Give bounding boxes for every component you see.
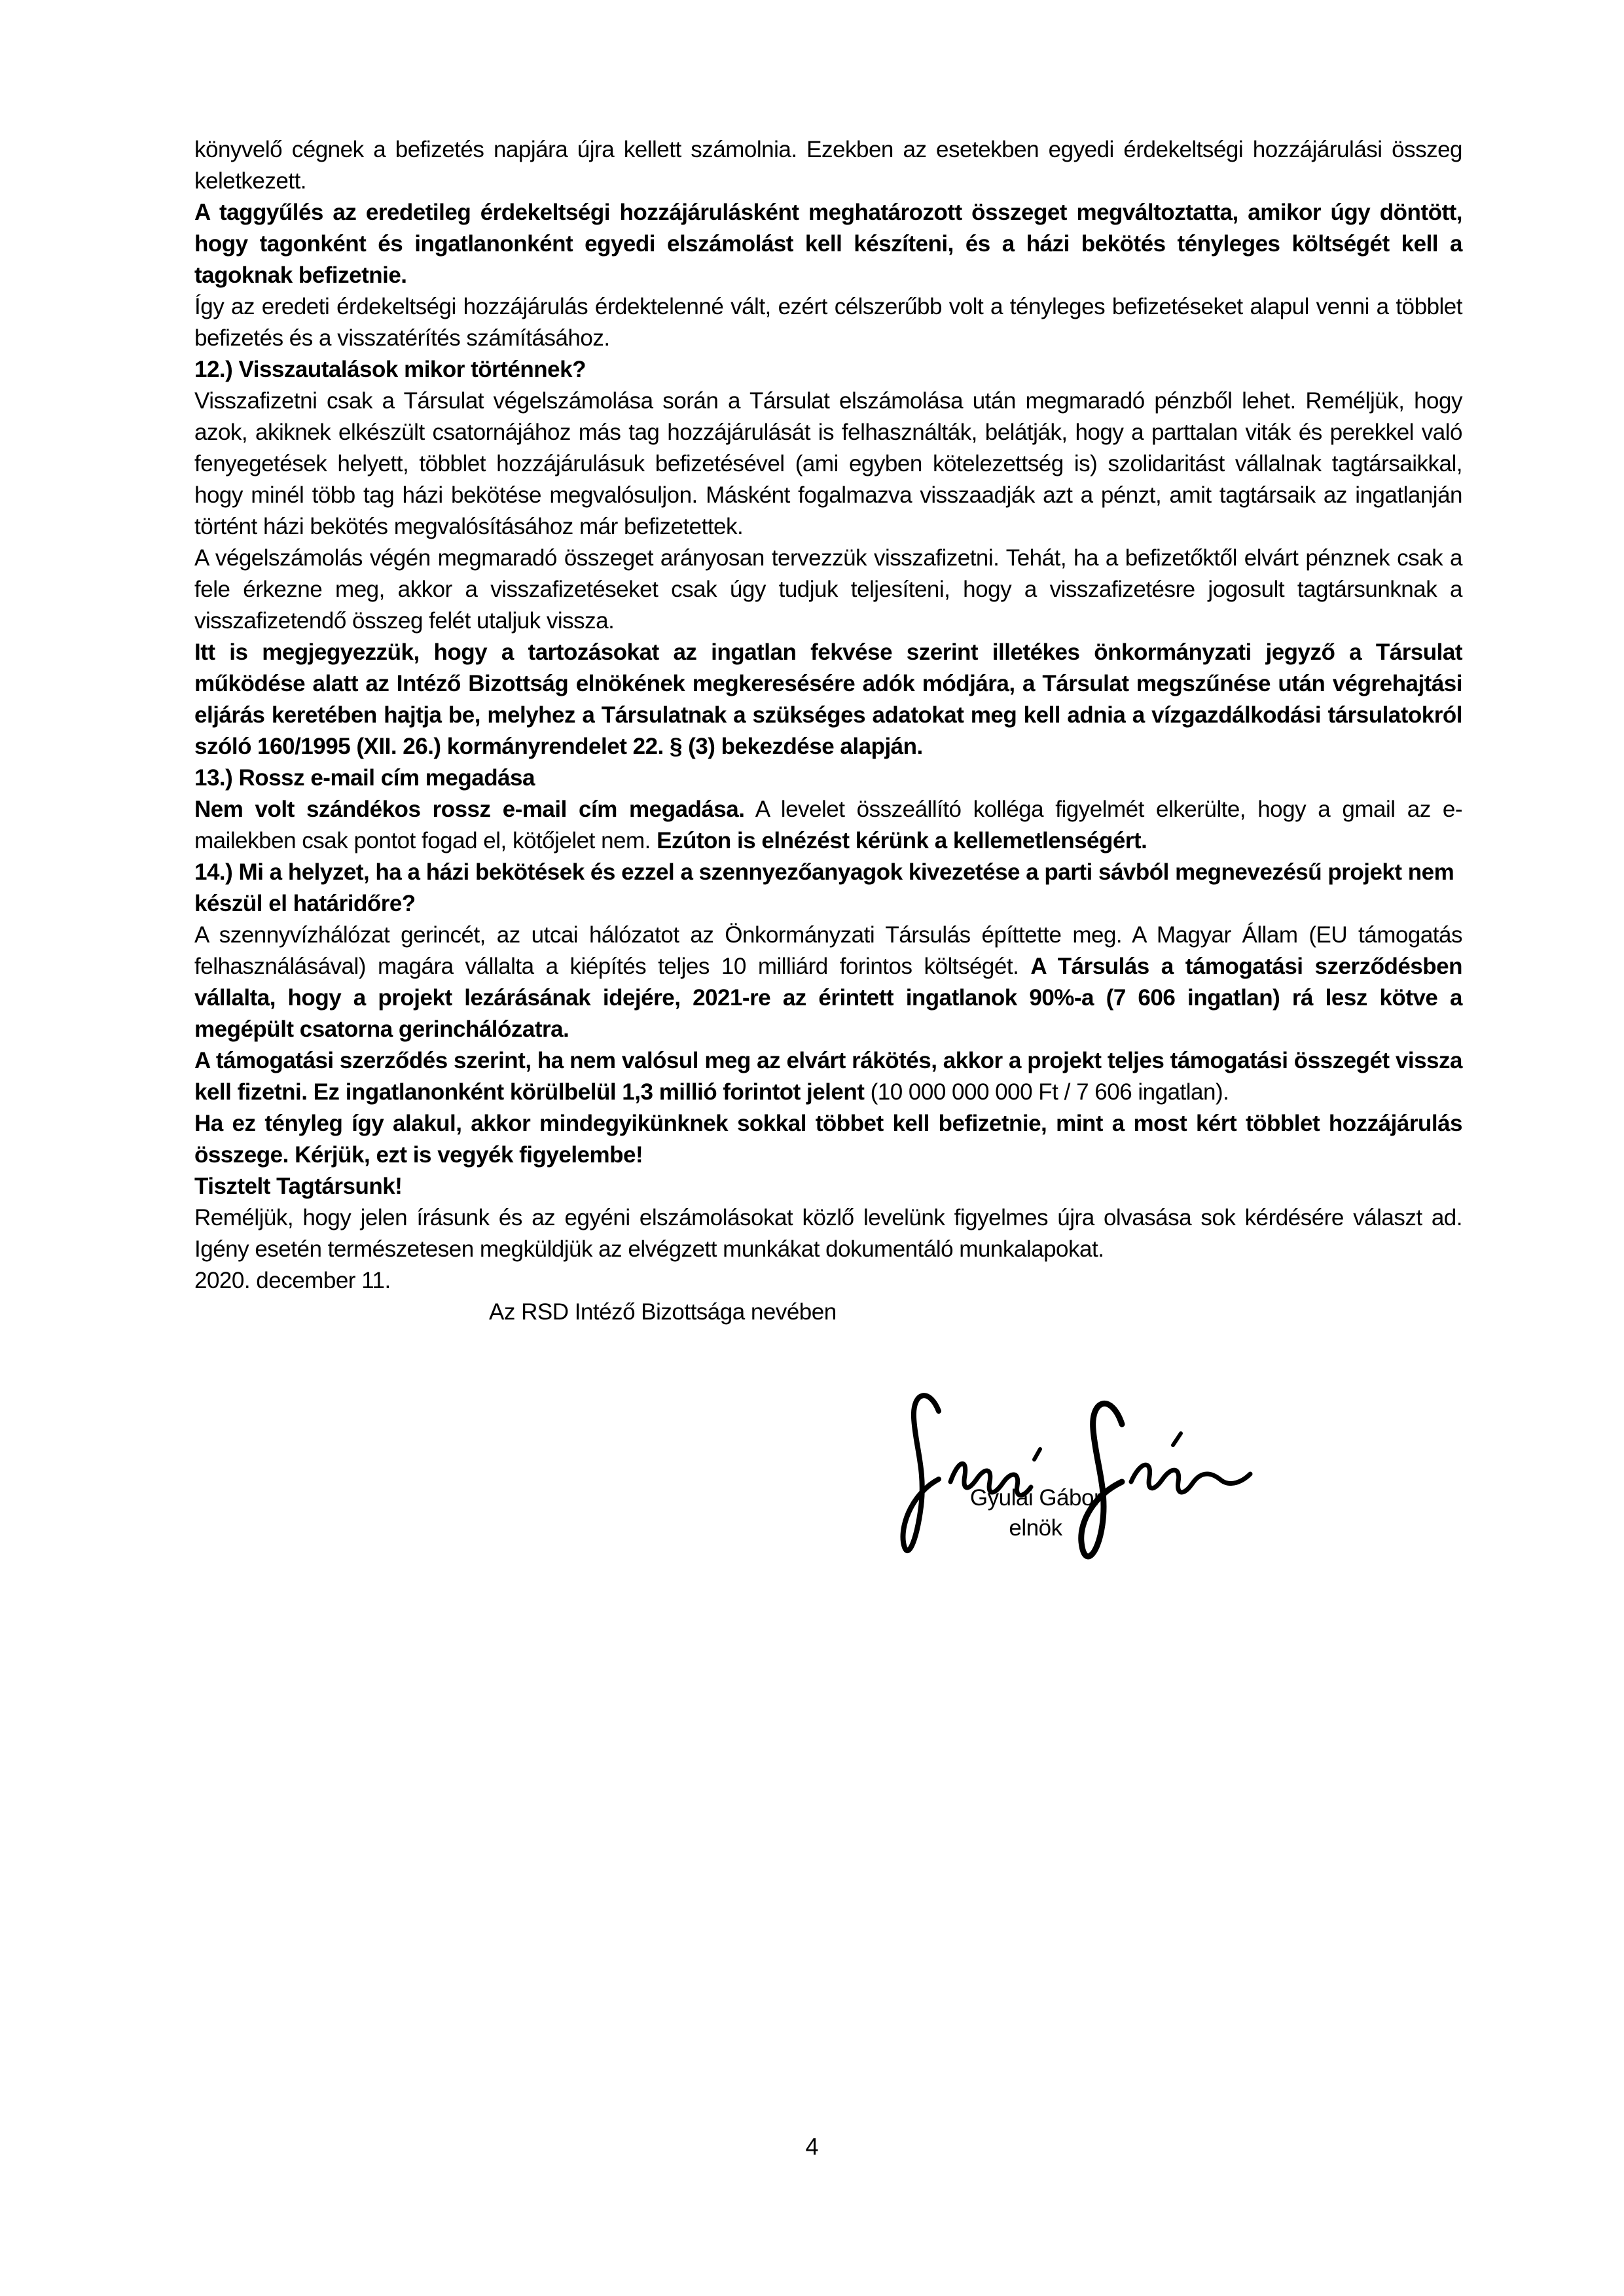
page-content (194, 134, 1462, 1587)
intro-paragraph-continued: könyvelő cégnek a befizetés napjára újra kellett számolnia. Ezekben az esetekben egyedi érdekeltségi hozzájárulási összeg keletkezett. (194, 137, 1462, 194)
regular-text-segment: A levelet összeállító kolléga figyelmét elkerülte, hogy a gmail az e-mailekben csak pontot fogad el, kötőjelet nem. (194, 797, 1462, 853)
regular-text-segment: A szennyvízhálózat gerincét, az utcai hálózatot az Önkormányzati Társulás építtette meg. A Magyar Állam (EU támogatás felhasználásával) magára vállalta a kiépítés teljes 10 milliárd forintos költségét. (194, 922, 1462, 979)
section-12-paragraph-3-bold: Itt is megjegyezzük, hogy a tartozásokat az ingatlan fekvése szerint illetékes önkormányzati jegyző a Társulat működése alatt az Intéző Bizottság elnökének megkeresésére adók módjára, a Társulat megszűnése után végrehajtási eljárás keretében hajtja be, melyhez a Társulatnak a szükséges adatokat meg kell adnia a vízgazdálkodási társulatokról szóló 160/1995 (XII. 26.) kormányrendelet 22. § (3) bekezdése alapján. (194, 639, 1462, 759)
date-line: 2020. december 11. (194, 1268, 391, 1293)
signatory-block (937, 1483, 1134, 1543)
salutation: Tisztelt Tagtársunk! (194, 1174, 403, 1199)
section-12-heading: 12.) Visszautalások mikor történnek? (194, 357, 586, 382)
section-14-paragraph-1 (194, 920, 1462, 1045)
bold-text-segment: Ezúton is elnézést kérünk a kellemetlenségért. (657, 828, 1147, 853)
section-14-paragraph-3-bold: Ha ez tényleg így alakul, akkor mindegyikünknek sokkal többet kell befizetnie, mint a most kért többlet hozzájárulás összege. Kérjük, ezt is vegyék figyelembe! (194, 1111, 1462, 1168)
signatory-title: elnök (1009, 1515, 1062, 1541)
section-12-paragraph-2: A végelszámolás végén megmaradó összeget arányosan tervezzük visszafizetni. Tehát, ha a befizetőktől elvárt pénznek csak a fele érkezne meg, akkor a visszafizetéseket csak úgy tudjuk teljesíteni, hogy a visszafizetésre jogosult tagtársunknak a visszafizetendő összeg felét utaljuk vissza. (194, 545, 1462, 634)
section-12-paragraph-1: Visszafizetni csak a Társulat végelszámolása során a Társulat elszámolása után megmaradó pénzből lehet. Reméljük, hogy azok, akiknek elkészült csatornájához más tag hozzájárulását is felhasználták, belátják, hogy a parttalan viták és perekkel való fenyegetések helyett, többlet hozzájárulásuk befizetésével (ami egyben kötelezettség is) szolidaritást vállalnak tagtársaikkal, hogy minél több tag házi bekötése megvalósuljon. Másként fogalmazva visszaadják azt a pénzt, amit tagtársaik az ingatlanján történt házi bekötés megvalósításához már befizetettek. (194, 388, 1462, 539)
on-behalf-line: Az RSD Intéző Bizottsága nevében (489, 1299, 837, 1325)
bold-text-segment: A támogatási szerződés szerint, ha nem valósul meg az elvárt rákötés, akkor a projekt teljes támogatási összegét vissza kell fizetni. Ez ingatlanonként körülbelül 1,3 millió forintot jelent (194, 1048, 1462, 1105)
bold-text-segment: Nem volt szándékos rossz e-mail cím megadása. (194, 797, 745, 822)
section-14-paragraph-2 (194, 1045, 1462, 1108)
page-number: 4 (805, 2133, 819, 2160)
section-13-heading: 13.) Rossz e-mail cím megadása (194, 765, 535, 791)
closing-paragraph: Reméljük, hogy jelen írásunk és az egyéni elszámolásokat közlő levelünk figyelmes újra olvasása sok kérdésére választ ad. Igény esetén természetesen megküldjük az elvégzett munkákat dokumentáló munkalapokat. (194, 1205, 1462, 1262)
section-13-paragraph (194, 794, 1462, 857)
handwritten-signature-icon (898, 1384, 1265, 1580)
section-14-heading: 14.) Mi a helyzet, ha a házi bekötések és ezzel a szennyezőanyagok kivezetése a parti sávból megnevezésű projekt nem készül el határidőre? (194, 859, 1454, 916)
regular-text-segment: (10 000 000 000 Ft / 7 606 ingatlan). (870, 1079, 1229, 1105)
intro-paragraph-bold: A taggyűlés az eredetileg érdekeltségi hozzájárulásként meghatározott összeget megváltoztatta, amikor úgy döntött, hogy tagonként és ingatlanonként egyedi elszámolást kell készíteni, és a házi bekötés tényleges költségét kell a tagoknak befizetnie. (194, 200, 1462, 288)
bold-text-segment: A Társulás a támogatási szerződésben vállalta, hogy a projekt lezárásának idejére, 2021-re az érintett ingatlanok 90%-a (7 606 ingatlan) rá lesz kötve a megépült csatorna gerinchálózatra. (194, 954, 1462, 1042)
intro-paragraph-closing: Így az eredeti érdekeltségi hozzájárulás érdektelenné vált, ezért célszerűbb volt a tényleges befizetéseket alapul venni a többlet befizetés és a visszatérítés számításához. (194, 294, 1462, 351)
signatory-name: Gyulai Gábor (969, 1485, 1102, 1511)
signature-block (194, 1384, 1462, 1587)
